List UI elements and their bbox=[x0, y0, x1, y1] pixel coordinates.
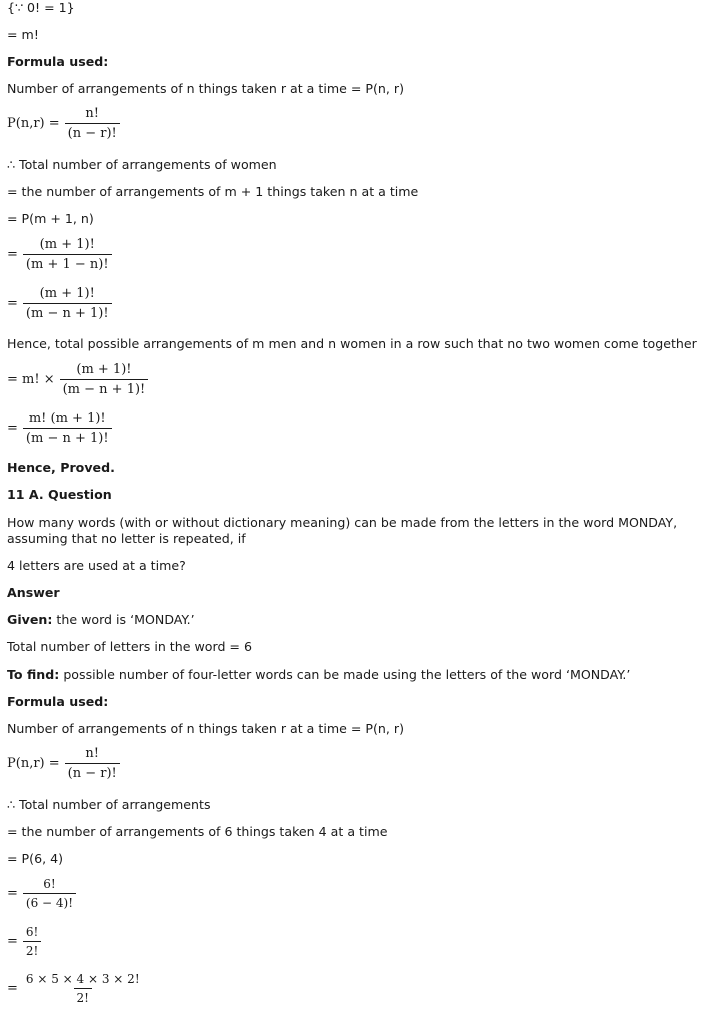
fraction bbox=[60, 362, 149, 397]
section-heading: Formula used: bbox=[7, 54, 109, 69]
fraction bbox=[23, 286, 112, 321]
given-label: Given: bbox=[7, 612, 53, 627]
formula-lhs: = bbox=[7, 296, 18, 311]
text-line: {∵ 0! = 1} bbox=[7, 0, 75, 15]
fraction bbox=[65, 746, 120, 781]
formula-step bbox=[7, 972, 143, 1005]
fraction bbox=[23, 411, 112, 446]
numerator: m! (m + 1)! bbox=[28, 411, 106, 426]
numerator: 6 × 5 × 4 × 3 × 2! bbox=[25, 972, 140, 986]
text-line: ∴ Total number of arrangements of women bbox=[7, 157, 277, 172]
text-line: = m! bbox=[7, 27, 39, 42]
text-line: Total number of letters in the word = 6 bbox=[7, 639, 253, 654]
denominator: (n − r)! bbox=[65, 763, 120, 781]
answer-heading: Answer bbox=[7, 585, 60, 600]
formula-lhs: = bbox=[7, 934, 18, 949]
numerator: 6! bbox=[43, 877, 56, 891]
numerator: n! bbox=[85, 106, 99, 121]
question-text: 4 letters are used at a time? bbox=[7, 558, 186, 573]
given-text: the word is ‘MONDAY.’ bbox=[52, 612, 195, 627]
fraction bbox=[65, 106, 120, 141]
text-line: ∴ Total number of arrangements bbox=[7, 797, 211, 812]
to-find-text: possible number of four-letter words can be made using the letters of the word ‘MONDAY.’ bbox=[59, 667, 631, 682]
text-line: Hence, total possible arrangements of m men and n women in a row such that no two women come together bbox=[7, 336, 697, 351]
denominator: (n − r)! bbox=[65, 123, 120, 141]
denominator: (m − n + 1)! bbox=[23, 303, 112, 321]
section-heading: Formula used: bbox=[7, 694, 109, 709]
fraction bbox=[23, 877, 76, 910]
numerator: n! bbox=[85, 746, 99, 761]
formula-step bbox=[7, 362, 148, 397]
fraction bbox=[23, 972, 143, 1005]
denominator: (6 − 4)! bbox=[23, 893, 76, 910]
numerator: (m + 1)! bbox=[76, 362, 132, 377]
formula-lhs: P(n,r) = bbox=[7, 116, 60, 131]
formula-step bbox=[7, 925, 41, 958]
text-line: = P(6, 4) bbox=[7, 851, 64, 866]
conclusion-text: Hence, Proved. bbox=[7, 460, 115, 475]
formula-step bbox=[7, 411, 112, 446]
text-line: = P(m + 1, n) bbox=[7, 211, 94, 226]
fraction bbox=[23, 925, 41, 958]
denominator: 2! bbox=[23, 941, 41, 958]
denominator: 2! bbox=[74, 988, 92, 1005]
formula-step bbox=[7, 286, 112, 321]
question-text: How many words (with or without dictionary meaning) can be made from the letters in the word MONDAY, bbox=[7, 515, 678, 530]
text-line: = the number of arrangements of m + 1 things taken n at a time bbox=[7, 184, 419, 199]
formula-permutation bbox=[7, 746, 120, 781]
fraction bbox=[23, 237, 112, 272]
numerator: (m + 1)! bbox=[39, 237, 95, 252]
formula-step bbox=[7, 237, 112, 272]
formula-lhs: = bbox=[7, 247, 18, 262]
text-line: Number of arrangements of n things taken r at a time = P(n, r) bbox=[7, 81, 405, 96]
formula-lhs: = bbox=[7, 981, 18, 996]
denominator: (m − n + 1)! bbox=[23, 428, 112, 446]
formula-permutation bbox=[7, 106, 120, 141]
denominator: (m − n + 1)! bbox=[60, 379, 149, 397]
text-line: Number of arrangements of n things taken r at a time = P(n, r) bbox=[7, 721, 405, 736]
text-line: = the number of arrangements of 6 things taken 4 at a time bbox=[7, 824, 388, 839]
to-find-label: To find: bbox=[7, 667, 60, 682]
numerator: (m + 1)! bbox=[39, 286, 95, 301]
question-text: assuming that no letter is repeated, if bbox=[7, 531, 246, 546]
to-find-line bbox=[7, 667, 630, 683]
given-line bbox=[7, 612, 195, 628]
formula-lhs: P(n,r) = bbox=[7, 756, 60, 771]
formula-lhs: = bbox=[7, 886, 18, 901]
formula-step bbox=[7, 877, 76, 910]
question-heading: 11 A. Question bbox=[7, 487, 112, 502]
numerator: 6! bbox=[25, 925, 39, 939]
formula-lhs: = bbox=[7, 421, 18, 436]
denominator: (m + 1 − n)! bbox=[23, 254, 112, 272]
formula-lhs: = m! × bbox=[7, 372, 55, 387]
